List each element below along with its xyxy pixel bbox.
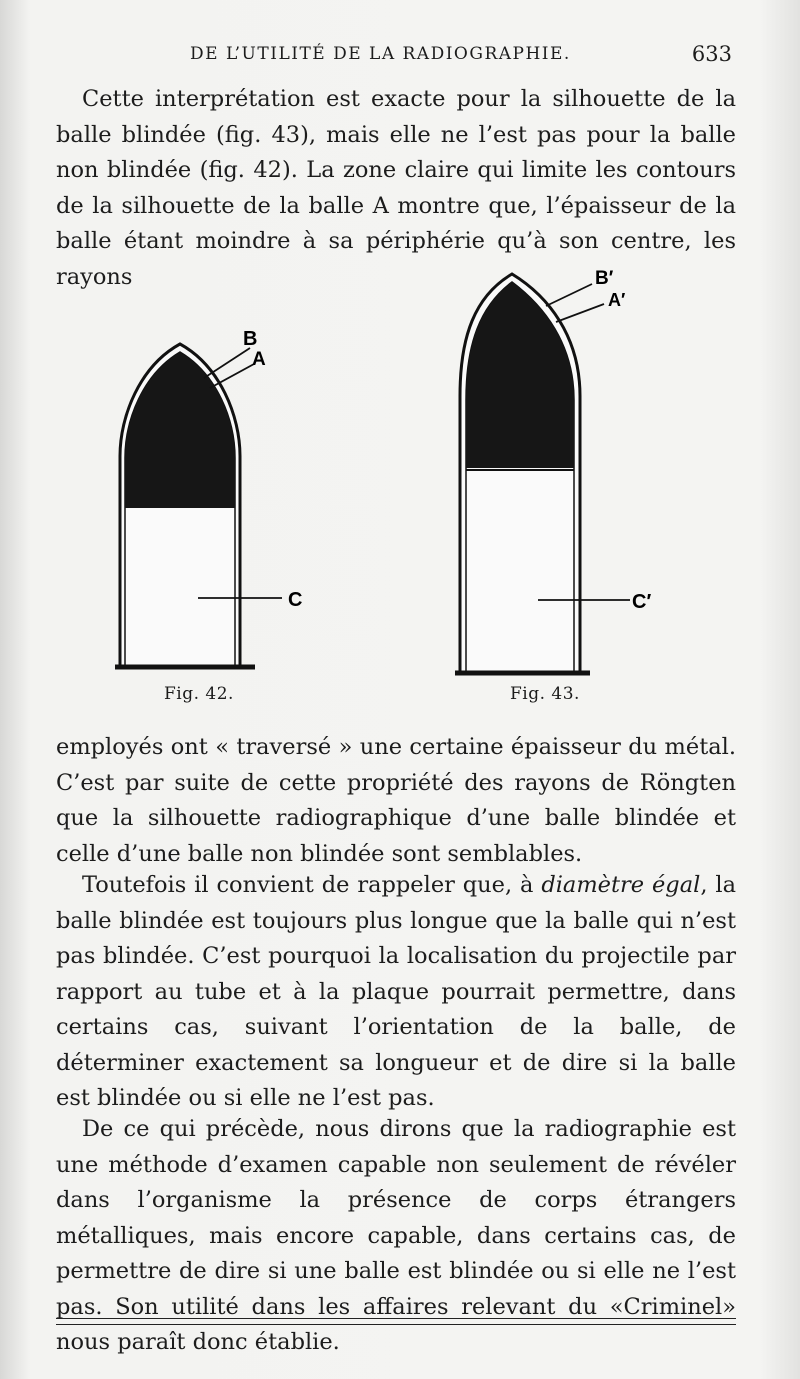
page-number: 633 [691,42,732,66]
fig43-label-a: A′ [608,290,626,310]
figure-bullets [100,266,660,716]
fig42-bullet [115,344,282,667]
fig42-label-b: B [243,328,258,350]
fig42-label-c: C [288,589,303,611]
fig43-bullet [455,274,630,673]
fig43-label-b: B′ [595,268,614,289]
closing-rule-lower [56,1324,736,1325]
running-head [0,44,800,74]
running-title: DE L’UTILITÉ DE LA RADIOGRAPHIE. [190,44,571,64]
closing-rule-upper [56,1318,736,1319]
paragraph-1: Cette interprétation est exacte pour la silhouette de la balle blindée (fig. 43), mais elle ne l’est pas pour la balle non blindée (fig. 42). La zone claire qui limite les contours de la silhouette de la balle A montre que, l’épaisseur de la balle étant moindre à sa périphérie qu’à son centre, les rayons [56,86,736,290]
paragraph-3-end: , la balle blindée est toujours plus longue que la balle qui n’est pas blindée. C’est pourquoi la localisation du projectile par rapport au tube et à la plaque pourrait permettre, dans certains cas, suivant l’orientation de la balle, de déterminer exactement sa longueur et de dire si la balle est blindée ou si elle ne l’est pas. [56,872,736,1111]
paragraph-3-start: Toutefois il convient de rappeler que, à [82,872,542,898]
fig42-caption: Fig. 42. [164,684,234,704]
fig43-caption: Fig. 43. [510,684,580,704]
fig42-label-a: A [252,349,266,370]
paragraph-2: employés ont « traversé » une certaine épaisseur du métal. C’est par suite de cette propriété des rayons de Röngten que la silhouette radiographique d’une balle blindée et celle d’une balle non blindée sont semblables. [56,734,736,867]
paragraph-3 [56,868,736,1117]
bullet-diagrams [100,266,660,716]
fig43-label-c: C′ [632,591,652,613]
paragraph-3-emphasis: diamètre égal [541,872,701,898]
paragraph-4: De ce qui précède, nous dirons que la radiographie est une méthode d’examen capable non seulement de révéler dans l’organisme la présence de corps étrangers métalliques, mais encore capable, dans certains cas, de permettre de dire si une balle est blindée ou si elle ne l’est pas. Son utilité dans les affaires relevant du «Criminel» nous paraît donc établie. [56,1116,736,1355]
